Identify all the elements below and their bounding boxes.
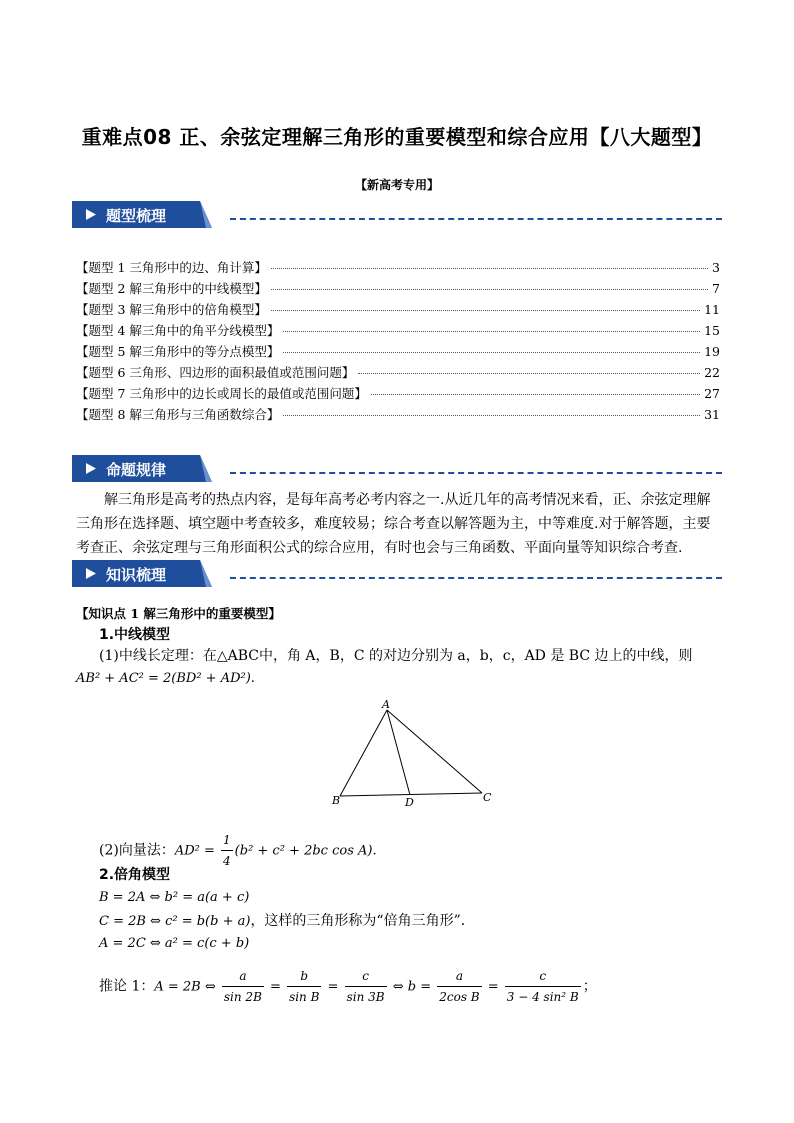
section-divider (230, 218, 722, 220)
toc-item[interactable]: 【题型 4 解三角中的角平分线模型】 15 (76, 323, 720, 338)
corollary-line: 推论 1：A = 2B ⇔ $\frac{a}{\sin 2B}$ = $\frac{b}{\text{sin B}}$ = $\frac{c}{\sin 3B}$ ⇔ b = $\frac{a}{\text{2cos B}}$ = $\frac{c}{\text{3 − 4 sin² B}}$ ； (99, 966, 597, 1007)
section-header-question-types (72, 201, 722, 231)
page-subtitle: 【新高考专用】 (354, 178, 439, 192)
double-angle-formula-2: C = 2B ⇔ c² = b(b + a)，这样的三角形称为“倍角三角形”． (99, 913, 475, 929)
side-ac (387, 710, 482, 793)
section-header-knowledge (72, 560, 722, 590)
vertex-label-b: B (332, 794, 341, 807)
side-ab (340, 710, 387, 796)
section-label: 命题规律 (106, 461, 167, 479)
double-angle-formula-3: A = 2C ⇔ a² = c(c + b) (99, 936, 250, 951)
double-angle-heading: 2.倍角模型 (99, 867, 171, 883)
section-label: 知识梳理 (106, 566, 167, 584)
toc-item[interactable]: 【题型 1 三角形中的边、角计算】 3 (76, 260, 720, 275)
vertex-label-d: D (405, 796, 414, 809)
section-divider (230, 472, 722, 474)
toc-item[interactable]: 【题型 8 解三角形与三角函数综合】 31 (76, 407, 720, 422)
double-angle-formula-1: B = 2A ⇔ b² = a(a + c) (99, 890, 250, 905)
vertex-label-c: C (483, 791, 492, 804)
section-header-rules (72, 455, 722, 485)
toc-item[interactable]: 【题型 6 三角形、四边形的面积最值或范围问题】 22 (76, 365, 720, 380)
toc-item[interactable]: 【题型 2 解三角形中的中线模型】 7 (76, 281, 720, 296)
toc-item[interactable]: 【题型 5 解三角形中的等分点模型】 19 (76, 344, 720, 359)
median-theorem-formula: AB² + AC² = 2(BD² + AD²). (76, 671, 255, 686)
median-model-heading: 1.中线模型 (99, 627, 171, 643)
page-title: 重难点08 正、余弦定理解三角形的重要模型和综合应用【八大题型】 (81, 125, 713, 149)
median-ad (387, 710, 410, 795)
section-label: 题型梳理 (106, 207, 167, 225)
vertex-label-a: A (382, 700, 390, 711)
triangle-diagram (326, 700, 506, 810)
median-theorem-line: (1)中线长定理：在△ABC中，角 A，B，C 的对边分别为 a，b，c，AD 是 BC 边上的中线，则 (99, 648, 693, 664)
toc-item[interactable]: 【题型 7 三角形中的边长或周长的最值或范围问题】 27 (76, 386, 720, 401)
vector-method-line: (2)向量法：AD² = $\frac{1}{4}$ (b² + c² + 2bc cos A). (99, 830, 377, 871)
toc-item[interactable]: 【题型 3 解三角形中的倍角模型】 11 (76, 302, 720, 317)
rule-paragraph: 解三角形是高考的热点内容，是每年高考必考内容之一.从近几年的高考情况来看，正、余弦定理解三角形在选择题、填空题中考查较多，难度较易；综合考查以解答题为主，中等难度.对于解答题，主要考查正、余弦定理与三角形面积公式的综合应用，有时也会与三角函数、平面向量等知识综合考查. (76, 492, 711, 556)
section-divider (230, 577, 722, 579)
knowledge-point-title: 【知识点 1 解三角形中的重要模型】 (76, 606, 281, 621)
